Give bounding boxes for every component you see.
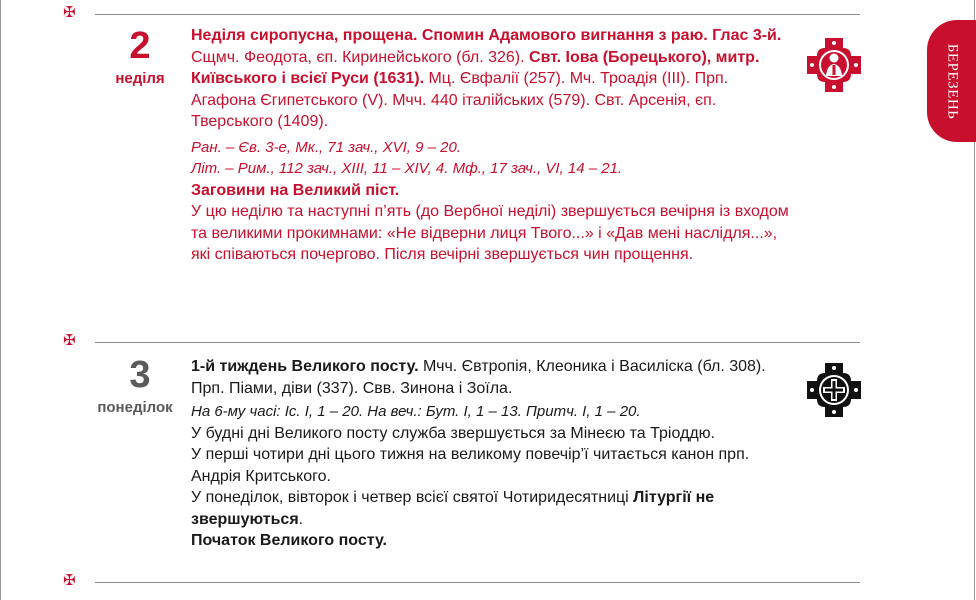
- day3-readings: На 6-му часі: Іс. І, 1 – 20. На веч.: Бут. І, 1 – 13. Притч. І, 1 – 20.: [191, 403, 641, 420]
- day3-note-3: [191, 487, 801, 530]
- ornament-cross-icon: ✠: [63, 331, 76, 349]
- divider-rule: [95, 342, 860, 343]
- day2-saints-1: Сщмч. Феодота, єп. Киринейського (бл. 326).: [191, 48, 530, 66]
- divider-rule: [95, 14, 860, 15]
- day3-note-2: У перші чотири дні цього тижня на великому повечір’ї читається канон прп. Андрія Критського.: [191, 446, 750, 485]
- day3-no-liturgy: Літургії не звершуються: [191, 489, 715, 528]
- ornament-cross-icon: ✠: [63, 3, 76, 21]
- day3-entry: [191, 356, 801, 552]
- ornamental-cross-icon: [807, 363, 861, 417]
- day-number: 2: [129, 25, 151, 67]
- weekday-label: неділя: [115, 70, 165, 87]
- day3-note-1: У будні дні Великого посту служба звершується за Мінеєю та Тріоддю.: [191, 424, 716, 442]
- day2-subheading: Заговини на Великий піст.: [191, 181, 400, 199]
- month-tab-label: БЕРЕЗЕНЬ: [944, 43, 960, 119]
- day2-note: У цю неділю та наступні п’ять (до Вербної неділі) звершується вечірня із входом та великими прокимнами: «Не відверни лиця Твого...» і «Дав мені наслідля...», які співаються почергово. Після вечірні звершується чин прощення.: [191, 203, 789, 263]
- day2-title: Неділя сиропусна, прощена. Спомин Адамового вигнання з раю. Глас 3-й.: [191, 27, 782, 44]
- day2-saints-2: Мц. Євфалії (257). Мч. Троадія (III). Прп. Агафона Єгипетського (V). Мчч. 440 італійських (579). Свт. Арсенія, єп. Тверського (1409).: [191, 70, 729, 130]
- day-number: 3: [129, 354, 151, 396]
- day2-reading-morning: Ран. – Єв. 3-е, Мк., 71 зач., XVI, 9 – 20.: [191, 138, 461, 156]
- day3-title: 1-й тиждень Великого посту.: [191, 358, 419, 375]
- saint-cross-icon: [807, 38, 861, 92]
- weekday-label: понеділок: [97, 399, 173, 416]
- day3-note-3-end: .: [298, 510, 304, 528]
- divider-rule: [95, 582, 860, 583]
- ornament-cross-icon: ✠: [63, 571, 76, 589]
- day3-lent-start: Початок Великого посту.: [191, 532, 387, 549]
- day3-saints: Мчч. Євтропія, Клеоника і Василіска (бл. 308). Прп. Піами, діви (337). Свв. Зинона і Зоїла.: [191, 358, 766, 397]
- day3-note-3-text: У понеділок, вівторок і четвер всієї святої Чотиридесятниці: [191, 489, 634, 506]
- day2-reading-liturgy: Літ. – Рим., 112 зач., XIII, 11 – XIV, 4. Мф., 17 зач., VI, 14 – 21.: [191, 160, 623, 177]
- day2-saint-job: Свт. Іова (Борецького), митр. Київського і всієї Руси (1631).: [191, 48, 760, 87]
- day3-headline: [191, 356, 791, 399]
- month-tab-label-wrap: [927, 20, 976, 142]
- day2-entry: [191, 25, 791, 266]
- day2-saints: [191, 47, 791, 133]
